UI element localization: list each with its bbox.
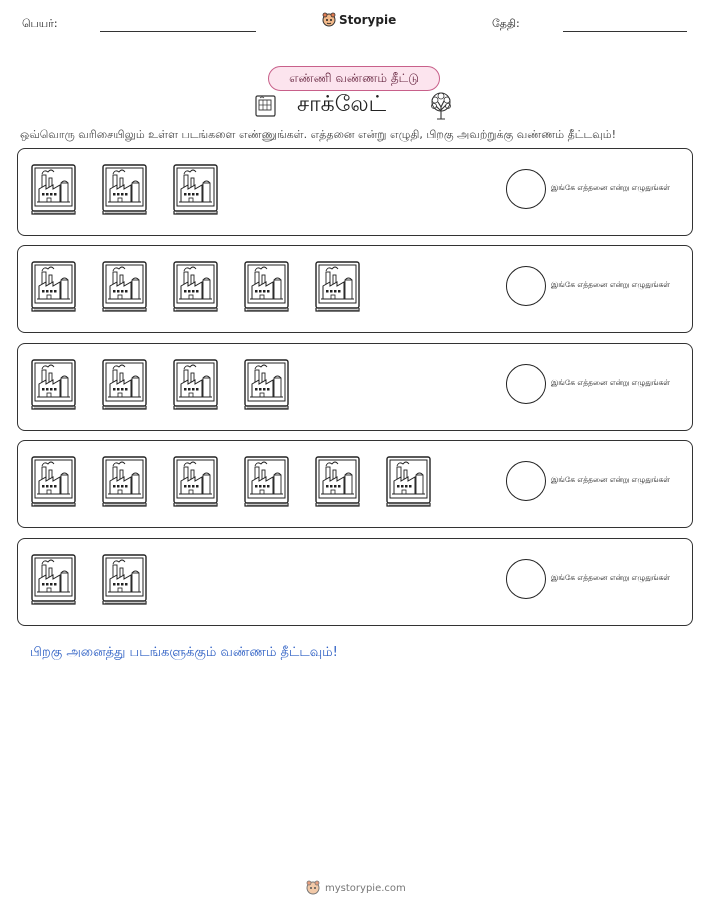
chocolate-factory-book-icon xyxy=(314,258,362,314)
answer-circle[interactable] xyxy=(506,559,546,599)
picture-to-count[interactable] xyxy=(30,161,78,221)
title-row xyxy=(0,91,709,123)
chocolate-factory-book-icon xyxy=(172,258,220,314)
answer-hint: இங்கே எத்தனை என்று எழுதுங்கள் xyxy=(551,475,671,484)
chocolate-factory-book-icon xyxy=(101,356,149,412)
chocolate-factory-book-icon xyxy=(172,161,220,217)
row-pictures xyxy=(30,161,220,221)
logo-text: Storypie xyxy=(339,13,397,27)
page-title: சாக்லேட் xyxy=(297,92,387,117)
activity-badge xyxy=(268,66,440,91)
chocolate-factory-book-icon xyxy=(172,356,220,412)
picture-to-count[interactable] xyxy=(101,258,149,318)
picture-to-count[interactable] xyxy=(172,453,220,513)
chocolate-factory-book-icon xyxy=(30,356,78,412)
picture-to-count[interactable] xyxy=(30,453,78,513)
answer-hint: இங்கே எத்தனை என்று எழுதுங்கள் xyxy=(551,280,671,289)
chocolate-factory-book-icon xyxy=(30,453,78,509)
count-row xyxy=(17,343,693,431)
picture-to-count[interactable] xyxy=(101,356,149,416)
chocolate-factory-book-icon xyxy=(101,161,149,217)
row-pictures xyxy=(30,551,149,611)
date-label: தேதி: xyxy=(492,17,520,30)
answer-circle[interactable] xyxy=(506,169,546,209)
picture-to-count[interactable] xyxy=(314,453,362,513)
chocolate-factory-book-icon xyxy=(30,258,78,314)
chocolate-factory-book-icon xyxy=(30,551,78,607)
chocolate-factory-book-icon xyxy=(243,453,291,509)
row-pictures xyxy=(30,356,291,416)
site-footer xyxy=(306,880,406,896)
chocolate-factory-book-icon xyxy=(30,161,78,217)
name-label: பெயர்: xyxy=(22,17,58,30)
count-row xyxy=(17,245,693,333)
cacao-tree-icon xyxy=(426,91,456,121)
storypie-logo xyxy=(322,12,396,28)
chocolate-book-icon xyxy=(254,93,278,119)
storypie-mascot-icon xyxy=(306,880,320,896)
count-row xyxy=(17,148,693,236)
row-pictures xyxy=(30,453,433,513)
picture-to-count[interactable] xyxy=(385,453,433,513)
picture-to-count[interactable] xyxy=(172,161,220,221)
chocolate-factory-book-icon xyxy=(101,551,149,607)
answer-circle[interactable] xyxy=(506,364,546,404)
chocolate-factory-book-icon xyxy=(314,453,362,509)
storypie-mascot-icon xyxy=(322,12,336,28)
count-row xyxy=(17,538,693,626)
picture-to-count[interactable] xyxy=(30,258,78,318)
instructions: ஒவ்வொரு வரிசையிலும் உள்ள படங்களை எண்ணுங்கள். எத்தனை என்று எழுதி, பிறகு அவற்றுக்கு வண்ணம் தீட்டவும்! xyxy=(20,128,617,141)
chocolate-factory-book-icon xyxy=(101,453,149,509)
site-url: mystorypie.com xyxy=(325,882,406,894)
chocolate-factory-book-icon xyxy=(243,258,291,314)
chocolate-factory-book-icon xyxy=(385,453,433,509)
picture-to-count[interactable] xyxy=(243,453,291,513)
color-all-note: பிறகு அனைத்து படங்களுக்கும் வண்ணம் தீட்டவும்! xyxy=(30,645,338,660)
picture-to-count[interactable] xyxy=(101,551,149,611)
answer-hint: இங்கே எத்தனை என்று எழுதுங்கள் xyxy=(551,378,671,387)
answer-circle[interactable] xyxy=(506,461,546,501)
picture-to-count[interactable] xyxy=(30,551,78,611)
picture-to-count[interactable] xyxy=(243,258,291,318)
picture-to-count[interactable] xyxy=(30,356,78,416)
chocolate-factory-book-icon xyxy=(101,258,149,314)
picture-to-count[interactable] xyxy=(314,258,362,318)
picture-to-count[interactable] xyxy=(101,161,149,221)
answer-hint: இங்கே எத்தனை என்று எழுதுங்கள் xyxy=(551,573,671,582)
picture-to-count[interactable] xyxy=(243,356,291,416)
name-line[interactable] xyxy=(100,31,256,32)
date-line[interactable] xyxy=(563,31,687,32)
picture-to-count[interactable] xyxy=(172,356,220,416)
activity-badge-text: எண்ணி வண்ணம் தீட்டு xyxy=(289,70,419,85)
picture-to-count[interactable] xyxy=(172,258,220,318)
answer-circle[interactable] xyxy=(506,266,546,306)
chocolate-factory-book-icon xyxy=(243,356,291,412)
answer-hint: இங்கே எத்தனை என்று எழுதுங்கள் xyxy=(551,183,671,192)
row-pictures xyxy=(30,258,362,318)
picture-to-count[interactable] xyxy=(101,453,149,513)
count-row xyxy=(17,440,693,528)
chocolate-factory-book-icon xyxy=(172,453,220,509)
